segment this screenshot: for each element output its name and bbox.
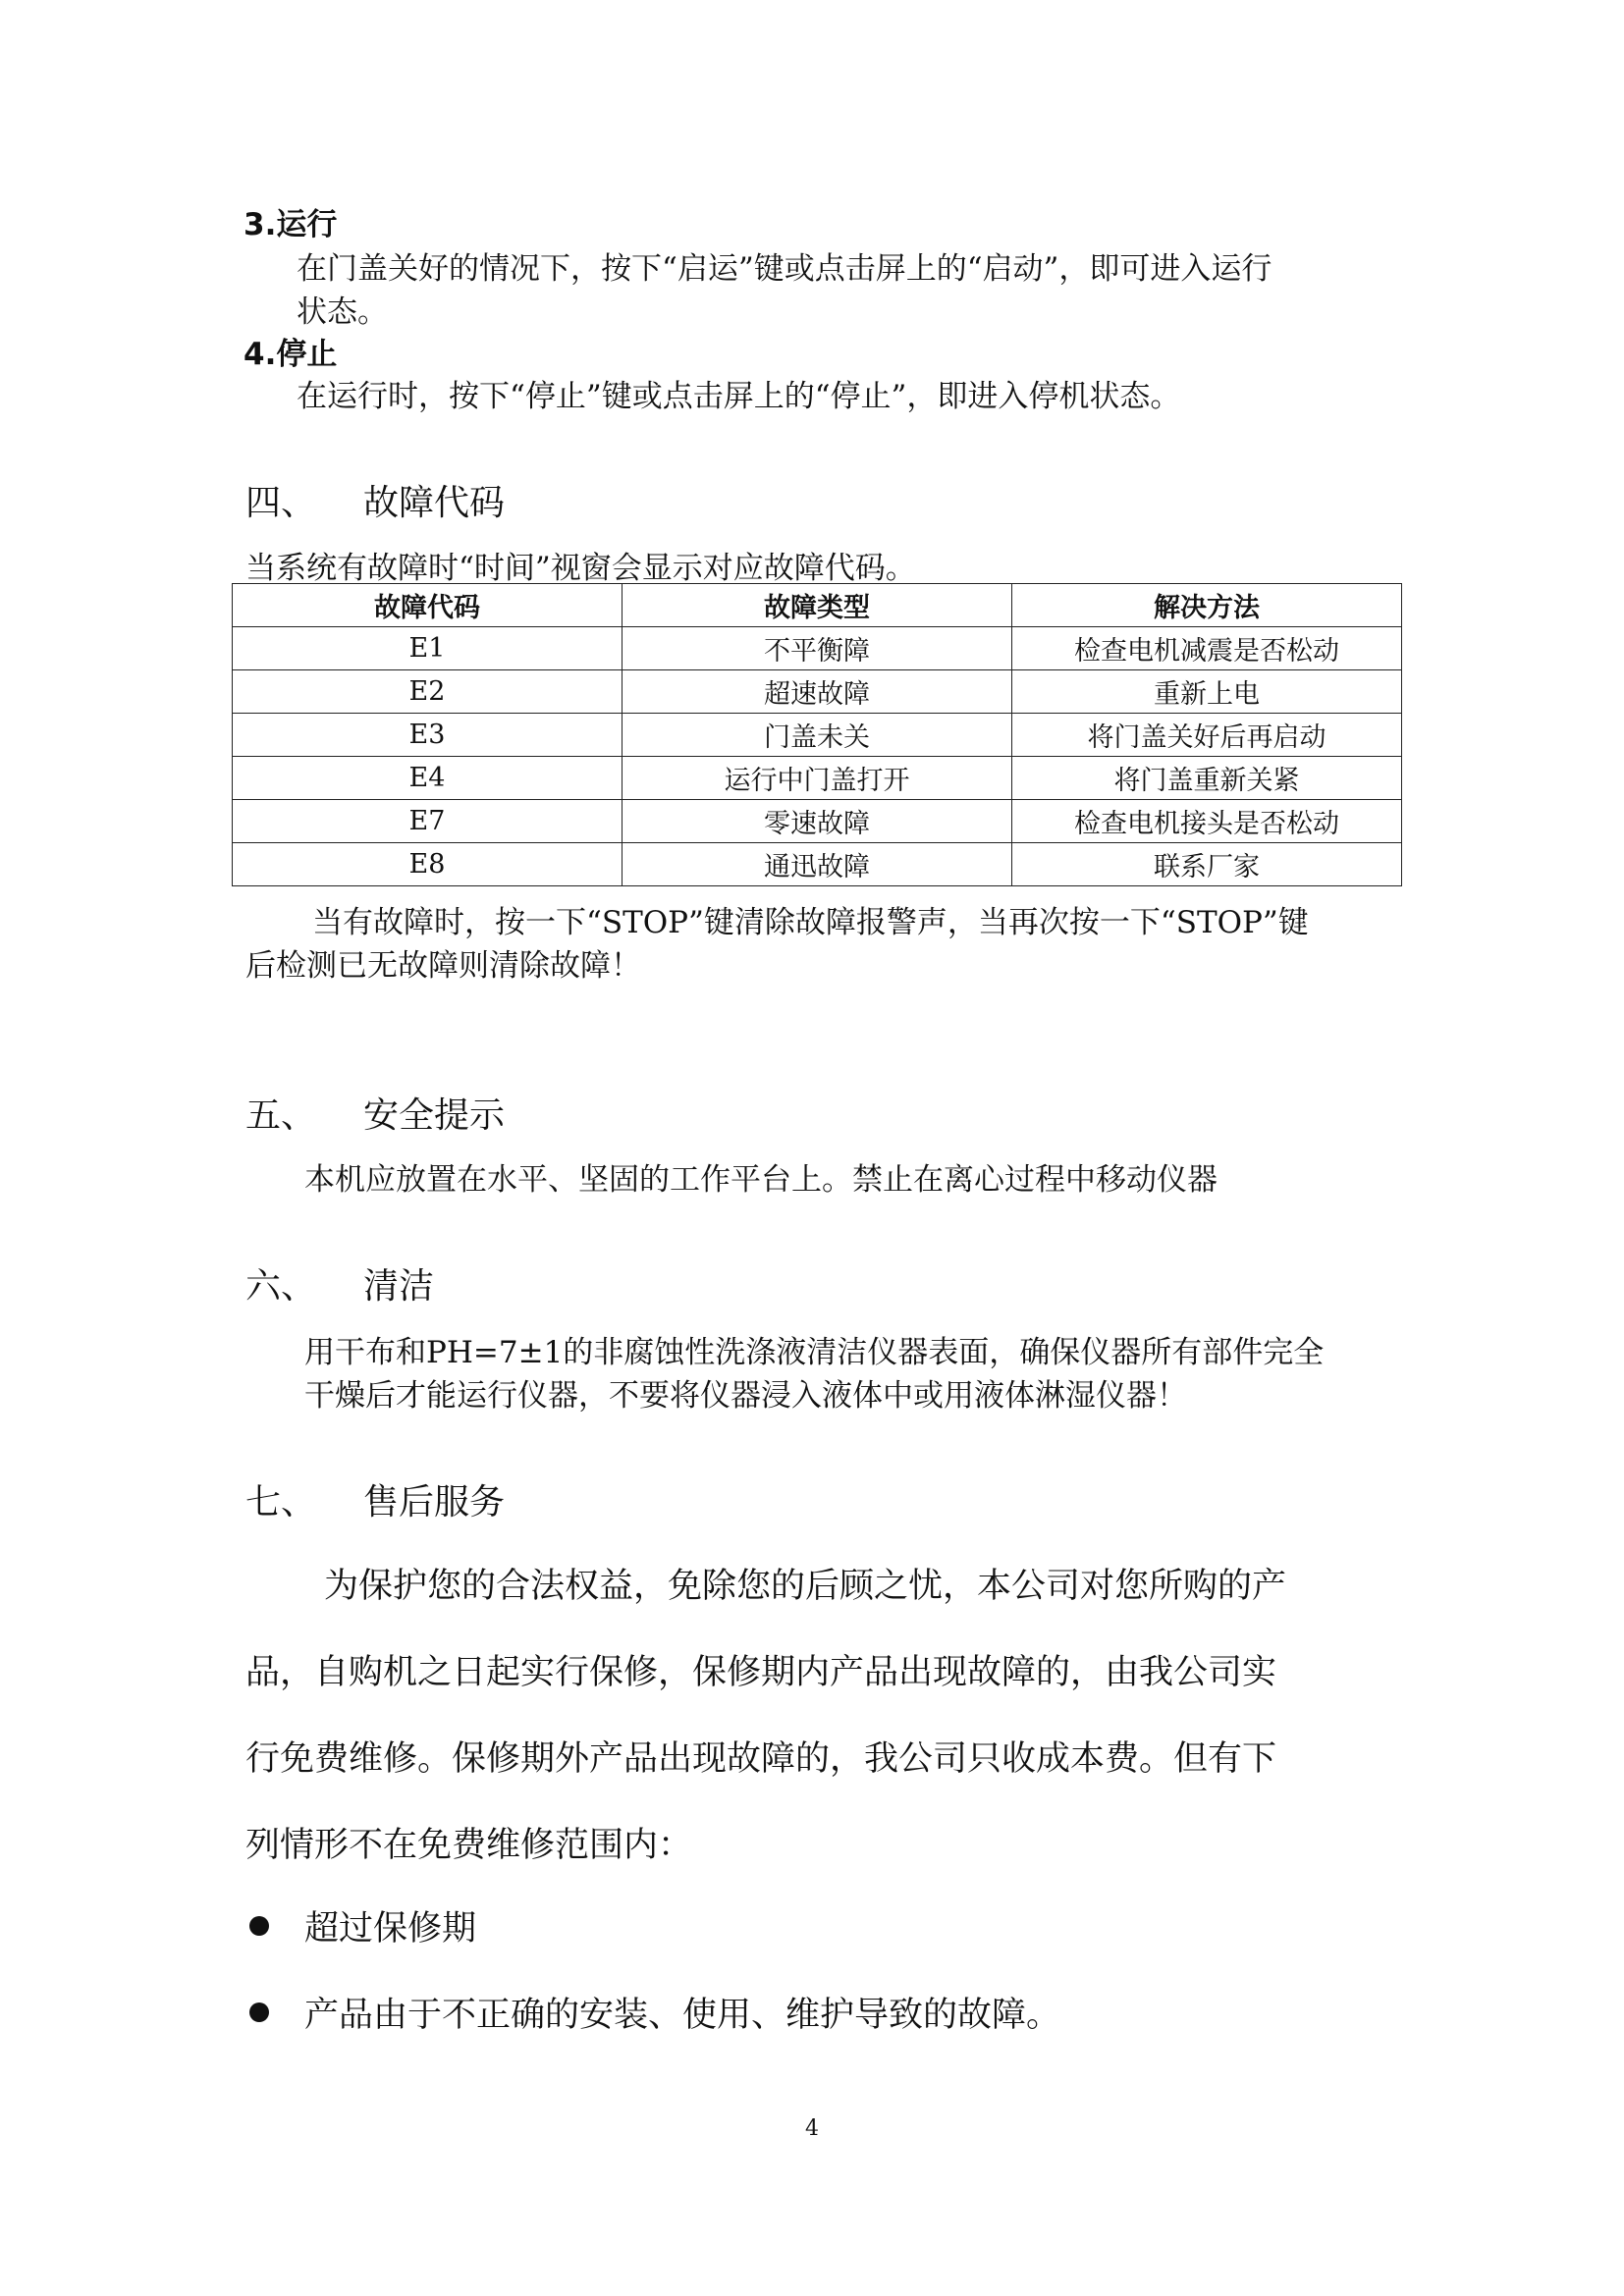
section5-number: 五、 <box>245 1095 317 1136</box>
section4-number: 四、 <box>245 483 317 523</box>
cell-type: 零速故障 <box>623 800 1012 843</box>
cell-type: 通迅故障 <box>623 843 1012 886</box>
table-row <box>233 714 1402 757</box>
header-fault-code: 故障代码 <box>233 584 623 627</box>
section5-title: 安全提示 <box>363 1095 506 1136</box>
service-bullet-2: 产品由于不正确的安装、使用、维护导致的故障。 <box>304 1996 1061 2035</box>
header-fault-type: 故障类型 <box>623 584 1012 627</box>
op3-text-line1: 在门盖关好的情况下，按下“启运”键或点击屏上的“启动”，即可进入运行 <box>297 251 1272 287</box>
table-row <box>233 627 1402 670</box>
table-header-row <box>233 584 1402 627</box>
section4-title: 故障代码 <box>363 483 506 523</box>
section6-title: 清洁 <box>363 1266 435 1307</box>
cell-type: 超速故障 <box>623 670 1012 714</box>
table-row <box>233 757 1402 800</box>
cell-type: 运行中门盖打开 <box>623 757 1012 800</box>
cell-code: E2 <box>233 670 623 714</box>
cell-type: 不平衡障 <box>623 627 1012 670</box>
op4-text: 在运行时，按下“停止”键或点击屏上的“停止”，即进入停机状态。 <box>297 379 1181 414</box>
safety-text: 本机应放置在水平、坚固的工作平台上。禁止在离心过程中移动仪器 <box>304 1162 1218 1198</box>
fault-note-line2: 后检测已无故障则清除故障！ <box>245 948 641 984</box>
cell-code: E7 <box>233 800 623 843</box>
fault-code-table <box>232 583 1402 886</box>
bullet-dot-icon <box>249 1916 269 1936</box>
cell-code: E3 <box>233 714 623 757</box>
op3-text-line2: 状态。 <box>297 294 388 330</box>
section7-number: 七、 <box>245 1482 317 1522</box>
fault-note-line1: 当有故障时，按一下“STOP”键清除故障报警声，当再次按一下“STOP”键 <box>312 905 1309 940</box>
service-line4: 列情形不在免费维修范围内： <box>245 1826 693 1865</box>
op3-heading: 3.运行 <box>244 207 338 242</box>
cell-solution: 检查电机接头是否松动 <box>1012 800 1402 843</box>
cleaning-line1: 用干布和PH=7±1的非腐蚀性洗涤液清洁仪器表面，确保仪器所有部件完全 <box>304 1335 1325 1370</box>
section6-number: 六、 <box>245 1266 317 1307</box>
cell-code: E1 <box>233 627 623 670</box>
service-line1: 为保护您的合法权益，免除您的后顾之忧，本公司对您所购的产 <box>324 1567 1287 1606</box>
cell-type: 门盖未关 <box>623 714 1012 757</box>
service-line2: 品，自购机之日起实行保修，保修期内产品出现故障的，由我公司实 <box>245 1653 1277 1692</box>
cell-solution: 将门盖重新关紧 <box>1012 757 1402 800</box>
table-row <box>233 800 1402 843</box>
cell-code: E8 <box>233 843 623 886</box>
table-row <box>233 843 1402 886</box>
bullet-dot-icon <box>249 2002 269 2022</box>
service-bullet-1: 超过保修期 <box>304 1909 477 1949</box>
cell-solution: 将门盖关好后再启动 <box>1012 714 1402 757</box>
cleaning-line2: 干燥后才能运行仪器，不要将仪器浸入液体中或用液体淋湿仪器！ <box>304 1378 1187 1414</box>
cell-solution: 联系厂家 <box>1012 843 1402 886</box>
service-line3: 行免费维修。保修期外产品出现故障的，我公司只收成本费。但有下 <box>245 1739 1277 1779</box>
cell-solution: 重新上电 <box>1012 670 1402 714</box>
fault-intro: 当系统有故障时“时间”视窗会显示对应故障代码。 <box>245 551 916 586</box>
op4-heading: 4.停止 <box>244 337 338 372</box>
table-row <box>233 670 1402 714</box>
cell-solution: 检查电机减震是否松动 <box>1012 627 1402 670</box>
header-solution: 解决方法 <box>1012 584 1402 627</box>
section7-title: 售后服务 <box>363 1482 506 1522</box>
page-number: 4 <box>805 2116 819 2141</box>
cell-code: E4 <box>233 757 623 800</box>
